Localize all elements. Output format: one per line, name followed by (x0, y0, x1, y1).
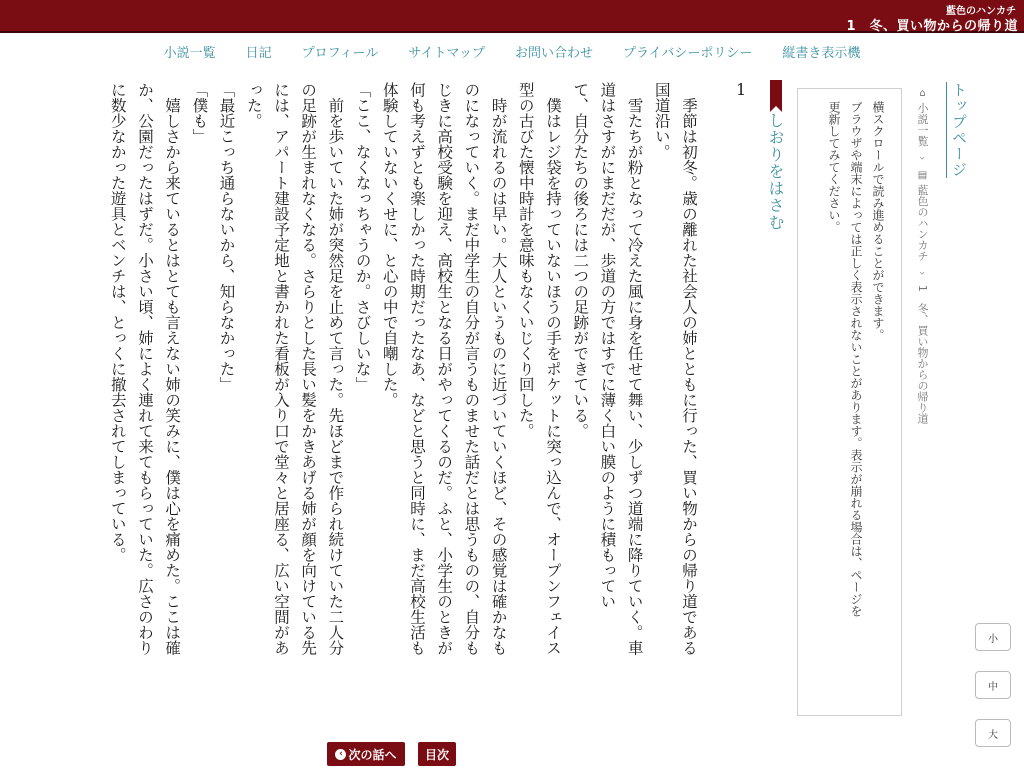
nav-profile[interactable]: プロフィール (301, 46, 379, 61)
body-line: 「僕も」 (190, 82, 209, 144)
breadcrumb-novel-list[interactable]: 小説一覧 (916, 102, 929, 147)
breadcrumb (914, 88, 930, 424)
nav-diary[interactable]: 日記 (245, 46, 272, 61)
nav-privacy-policy[interactable]: プライバシーポリシー (622, 46, 753, 61)
body-line: じきに高校受験を迎え、高校生となる日がやってくるのだ。ふと、小学生のときが (435, 82, 454, 656)
next-chapter-button[interactable] (327, 742, 405, 766)
body-line: 雪たちが粉となって冷えた風に身を任せて舞い、少しずつ道端に降りていく。車 (625, 82, 644, 656)
next-chapter-label: 次の話へ (348, 747, 397, 762)
breadcrumb-series[interactable]: 藍色のハンカチ (916, 184, 929, 262)
series-title[interactable]: 藍色のハンカチ (946, 6, 1016, 17)
chapter-title: 1 冬、買い物からの帰り道 (846, 19, 1018, 34)
info-text (823, 101, 889, 617)
novel-body (12, 82, 702, 662)
breadcrumb-separator: › (916, 270, 929, 276)
body-line: 型の古びた懐中時計を意味もなくいじくり回した。 (516, 82, 535, 439)
body-line: 嬉しさから来ているとはとても言えない姉の笑みに、僕は心を痛めた。ここは確 (163, 82, 182, 656)
body-line: 季節は初冬。歳の離れた社会人の姉とともに行った、買い物からの帰り道である (680, 82, 698, 656)
body-line: に数少なかった遊具とベンチは、とっくに撤去されてしまっている。 (108, 82, 127, 563)
body-line: 何も考えずとも楽しかった時期だったなあ、などと思うと同時に、まだ高校生活も (407, 82, 426, 656)
chapter-number: 1 (736, 80, 747, 99)
book-icon: ▤ (917, 169, 928, 181)
body-line: 前を歩いていた姉が突然足を止めて言った。先ほどまで作られ続けていた二人分 (326, 82, 345, 656)
body-line: 道はさすがにまだだが、歩道の方ではすでに薄く白い膜のように積もってい (598, 82, 617, 609)
nav-vertical-display[interactable]: 縦書き表示機 (782, 46, 861, 61)
body-line: った。 (244, 82, 263, 129)
font-size-medium-button[interactable]: 中 (975, 671, 1011, 699)
nav-novel-list[interactable]: 小説一覧 (163, 46, 216, 61)
nav-contact[interactable]: お問い合わせ (514, 46, 593, 61)
body-line: 体験していないくせに、と心の中で自嘲した。 (380, 82, 399, 408)
header-bar (0, 0, 1024, 33)
breadcrumb-separator: › (916, 156, 929, 161)
body-line: て、自分たちの後ろには二つの足跡ができている。 (571, 82, 590, 439)
body-line: 時が流れるのは早い。大人というものに近づいていくほど、その感覚は確かなも (489, 82, 508, 656)
home-icon: ⌂ (917, 88, 928, 99)
body-line: の足跡が生まれなくなる。さらりとした長い髪をかきあげる姉が顔を向けている先 (299, 82, 318, 656)
toc-button[interactable]: 目次 (418, 742, 456, 766)
breadcrumb-current: 1 冬、買い物からの帰り道 (916, 284, 929, 424)
info-box (797, 88, 902, 716)
body-line: 「最近こっち通らないから、知らなかった」 (217, 82, 236, 392)
site-nav (0, 42, 1024, 64)
font-size-large-button[interactable]: 大 (975, 719, 1011, 747)
body-line: には、アパート建設予定地と書かれた看板が入り口で堂々と居座る、広い空間があ (271, 82, 290, 656)
info-line: ブラウザや端末によっては正しく表示されないことがあります。表示が崩れる場合は、ページを (849, 101, 863, 617)
chevron-left-icon: ‹ (335, 749, 346, 760)
toppage-link[interactable]: トップページ (946, 82, 970, 178)
body-line: 僕はレジ袋を持っていないほうの手をポケットに突っ込んで、オープンフェイス (543, 82, 562, 656)
body-line: 「ここ、なくなっちゃうのか。さびしいな」 (353, 82, 372, 392)
bookmark-button[interactable]: しおりをはさむ (766, 112, 785, 231)
info-line: 横スクロールで読み進めることができます。 (871, 101, 885, 341)
info-line: 更新してみてください。 (827, 101, 841, 233)
body-line: のになっていく。まだ中学生の自分が言うものませた話だとは思うものの、自分も (462, 82, 481, 656)
nav-sitemap[interactable]: サイトマップ (408, 46, 485, 61)
body-line: 国道沿い。 (652, 82, 671, 160)
font-size-small-button[interactable]: 小 (975, 623, 1011, 651)
body-line: か、公園だったはずだ。小さい頃、姉によく連れて来てもらっていた。広さのわり (135, 82, 154, 656)
bookmark-icon (770, 80, 782, 106)
